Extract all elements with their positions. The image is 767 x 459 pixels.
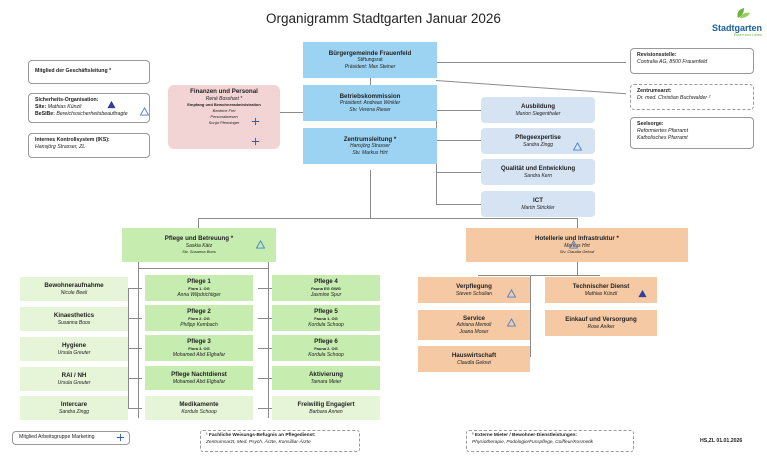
connector [577,218,578,228]
triangle-outline-icon [569,240,578,249]
unit-title: Hygiene [61,341,87,349]
zentrumsleitung-deputy: Stv. Markus Hirt [352,149,388,156]
unit-person: Mohamed Abd Elghafar [172,378,226,385]
gl-member-label: Mitglied der Geschäftsleitung * [35,68,112,75]
unit-title: Aktivierung [308,370,344,378]
medikamente-box[interactable] [145,396,253,420]
unit-person: Steven Schulian [455,290,493,297]
staff-title: Qualität und Entwicklung [500,164,576,172]
pflege-betreuung-box[interactable] [122,228,276,262]
triangle-outline-icon [256,240,265,249]
triangle-outline-icon [140,107,149,116]
connector [530,275,531,357]
connector [128,408,142,409]
triangle-outline-icon [507,318,516,327]
staff-ict-box[interactable] [481,191,595,217]
unit-title: Pflege Nachtdienst [171,370,227,378]
pflege-2-box[interactable] [145,305,253,331]
revision-text: Contralia AG, 8500 Frauenfeld [637,59,708,66]
unit-title: Pflege 6 [314,337,338,345]
rai-nh-box[interactable] [20,367,128,391]
unit-person: Ursula Greuter [57,349,91,356]
buergergemeinde-box[interactable] [303,42,437,78]
bewohneraufnahme-box[interactable] [20,277,128,301]
unit-title: Hauswirtschaft [451,351,497,359]
unit-title: Intercare [60,400,88,408]
seelsorge-line-2: Katholisches Pfarramt [637,135,688,142]
unit-title: Technischer Dienst [572,282,630,290]
pflege-betreuung-deputy: Stv. Susanna Boos [182,249,216,255]
unit-title: Pflege 2 [187,307,211,315]
unit-person: Kordula Schoop [308,321,344,328]
unit-person: Adriana Memoli [456,322,492,329]
staff-qualitaet-box[interactable] [481,159,595,185]
connector [128,378,142,379]
unit-person: Anna Wilpdrichtiger [177,291,221,298]
connector [436,62,626,63]
gl-member-note [28,60,150,84]
finanzen-person-2: Beatrice Frei [212,108,236,114]
finanzen-person-3: Sonja Pfenninger [208,120,240,126]
pflege-1-box[interactable] [145,275,253,301]
plus-cross-icon [251,137,260,146]
iks-title: Internes Kontrollsystem (IKS): [35,137,110,143]
buergergemeinde-sub: Stiftungsrat [357,57,383,64]
unit-title: Pflege 4 [314,277,338,285]
page-title: Organigramm Stadtgarten Januar 2026 [266,11,501,26]
besibe-label: BeSiBe: [35,111,55,118]
unit-title: RAI / NH [61,371,87,379]
finanzen-sub: Empfang und Bewohneradministration [187,102,261,108]
plus-cross-icon [116,433,125,442]
unit-person: Barbara Annen [309,408,343,415]
hygiene-box[interactable] [20,337,128,361]
connector [128,288,142,289]
aktivierung-box[interactable] [272,366,380,390]
unit-title: Medikamente [179,400,219,408]
hotellerie-deputy: Stv. Claudia Gelowi [559,249,595,255]
unit-title: Einkauf und Versorgung [565,315,637,323]
unit-sub: Fauna 1. OG [314,315,338,321]
buergergemeinde-title: Bürgergemeinde Frauenfeld [328,49,412,57]
unit-title: Pflege 3 [187,337,211,345]
connector [138,262,139,418]
revision-title: Revisionsstelle: [637,52,677,58]
unit-person: Kordula Schoop [308,351,344,358]
unit-title: Service [462,314,486,322]
betriebskommission-box[interactable] [303,85,437,121]
connector [258,318,272,319]
unit-title: Pflege 5 [314,307,338,315]
besibe-name: Bereichssicherheitsbeauftragte [56,111,128,118]
unit-person: Tamara Meier [310,378,342,385]
besibe-row [35,111,143,118]
connector [436,172,481,173]
unit-title: Pflege 1 [187,277,211,285]
connector [138,268,268,269]
footnote-2 [466,430,634,452]
connector [478,275,600,276]
intercare-box[interactable] [20,396,128,420]
triangle-outline-icon [573,142,582,151]
zentrumsleitung-title: Zentrumsleitung * [343,135,397,143]
zentrumsleitung-person: Hansjörg Strasser [349,143,390,150]
connector [198,218,199,228]
unit-person: Mathias Künzli [584,290,618,297]
unit-title: Freiwillig Engagiert [297,400,355,408]
legend-label: Mitglied Arbeitsgruppe Marketing [19,434,95,441]
triangle-outline-icon [507,289,516,298]
connector [436,204,481,205]
staff-person: Sandra Kern [523,172,553,179]
triangle-filled-icon [638,289,647,298]
unit-person: Nicole Beeli [60,289,88,296]
unit-person: Jasmine Spur [310,291,342,298]
connector [258,348,272,349]
connector [268,262,269,418]
legend-note [12,431,130,445]
connector [128,288,129,408]
kinaesthetics-box[interactable] [20,307,128,331]
staff-person: Sandra Zingg [522,141,554,148]
unit-person: Rose Aniker [587,323,615,330]
unit-sub: Fauna 2. OG [314,345,338,351]
zentrumsarzt-title: Zentrumsarzt: [637,88,672,94]
connector [128,318,142,319]
triangle-filled-icon [107,100,116,109]
zentrumsarzt-text: Dr. med. Christian Buchwalder ² [637,95,711,102]
logo-leaf-icon [700,7,762,19]
betriebskommission-title: Betriebskommission [339,92,401,100]
footnote-2-title: ² Externe Mieter / Bewohner-Dienstleistungen: [472,433,578,438]
seelsorge-note [630,117,754,149]
pflege-betreuung-title: Pflege und Betreuung * [164,234,234,242]
date-stamp: HS,ZL 01.01.2026 [700,438,743,444]
finanzen-person: René Bosshart * [205,95,243,102]
unit-person: Sandra Zingg [58,408,90,415]
site-row [35,104,143,111]
footnote-1-title: ¹ Fachliche Weisungs-Befugnis an Pflegedienst: [206,433,316,438]
connector [258,378,272,379]
revision-note [630,48,754,74]
unit-person: Susanna Boos [57,319,91,326]
finanzen-title: Finanzen und Personal [190,88,258,95]
logo [700,6,762,37]
staff-person: Martin Strickler [521,204,555,211]
site-label: Site: [35,104,47,111]
staff-title: ICT [533,196,543,204]
connector [198,218,578,219]
zentrumsleitung-box[interactable] [303,128,437,164]
unit-title: Verpflegung [456,282,492,290]
unit-person: Mohamed Abd Elghafar [172,351,226,358]
unit-title: Kinaesthetics [53,311,95,319]
unit-person-2: Joana Moser [459,328,489,335]
logo-name: Stadtgarten [711,23,762,33]
iks-note [28,133,150,158]
betriebskommission-person: Präsident: Andreas Winkler [339,100,401,107]
zentrumsarzt-note [630,84,754,110]
hauswirtschaft-box[interactable] [418,346,530,372]
finanzen-sub-2: Personalwesen [210,114,238,120]
security-org-title: Sicherheits-Organisation: [35,97,99,103]
betriebskommission-deputy: Stv. Verena Rieser [349,106,391,113]
unit-person: Philipp Kembach [180,321,218,328]
connector [436,140,481,141]
hotellerie-person: Markus Hirt [564,242,590,249]
unit-sub: Flora 3. OG [188,345,210,351]
einkauf-box[interactable] [545,310,657,336]
unit-person: Ursula Greuter [57,379,91,386]
connector [370,170,371,218]
unit-person: Korduls Schoop [181,408,217,415]
connector [258,408,272,409]
staff-title: Pflegeexpertise [515,133,561,141]
unit-person: Claudia Gelowi [457,359,491,366]
hotellerie-title: Hotellerie und Infrastruktur * [535,234,619,242]
finanzen-box[interactable] [168,85,280,149]
logo-tagline: Essen zum Leben [733,33,762,37]
connector [258,288,272,289]
staff-person: Marion Siegenthaler [515,110,561,117]
staff-title: Ausbildung [520,102,556,110]
connector [128,348,142,349]
unit-sub: Flora 1. OG [188,285,210,291]
pflege-3-box[interactable] [145,335,253,361]
seelsorge-line-1: Reformiertes Pfarramt [637,128,689,135]
footnote-2-text: Physiotherapie, Podologie/Fusspflege, Coiffeur/Kosmetik [472,439,594,445]
seelsorge-title: Seelsorge: [637,121,664,127]
connector [577,262,578,276]
site-name: Mathias Künzli [47,104,82,111]
iks-name: Hansjörg Strasser, ZL [35,144,86,151]
freiwillig-box[interactable] [272,396,380,420]
footnote-1 [200,430,360,452]
buergergemeinde-person: Präsident: Max Steiner [344,63,396,70]
unit-title: Bewohneraufnahme [44,281,104,289]
pflege-4-box[interactable] [272,275,380,301]
connector [436,110,481,111]
staff-ausbildung-box[interactable] [481,97,595,123]
unit-sub: Fauna EG GWG [311,285,341,291]
footnote-1-text: Zentrumsarzt, Med. Psych. Ärzte, Konsilliar-Ärzte [206,439,311,445]
pflege-6-box[interactable] [272,335,380,361]
unit-sub: Flora 2. OG [188,315,210,321]
pflege-nachtdienst-box[interactable] [145,366,253,390]
plus-cross-icon [251,117,260,126]
pflege-5-box[interactable] [272,305,380,331]
security-org-note [28,93,150,123]
pflege-betreuung-person: Saskia Kätz [185,242,213,249]
